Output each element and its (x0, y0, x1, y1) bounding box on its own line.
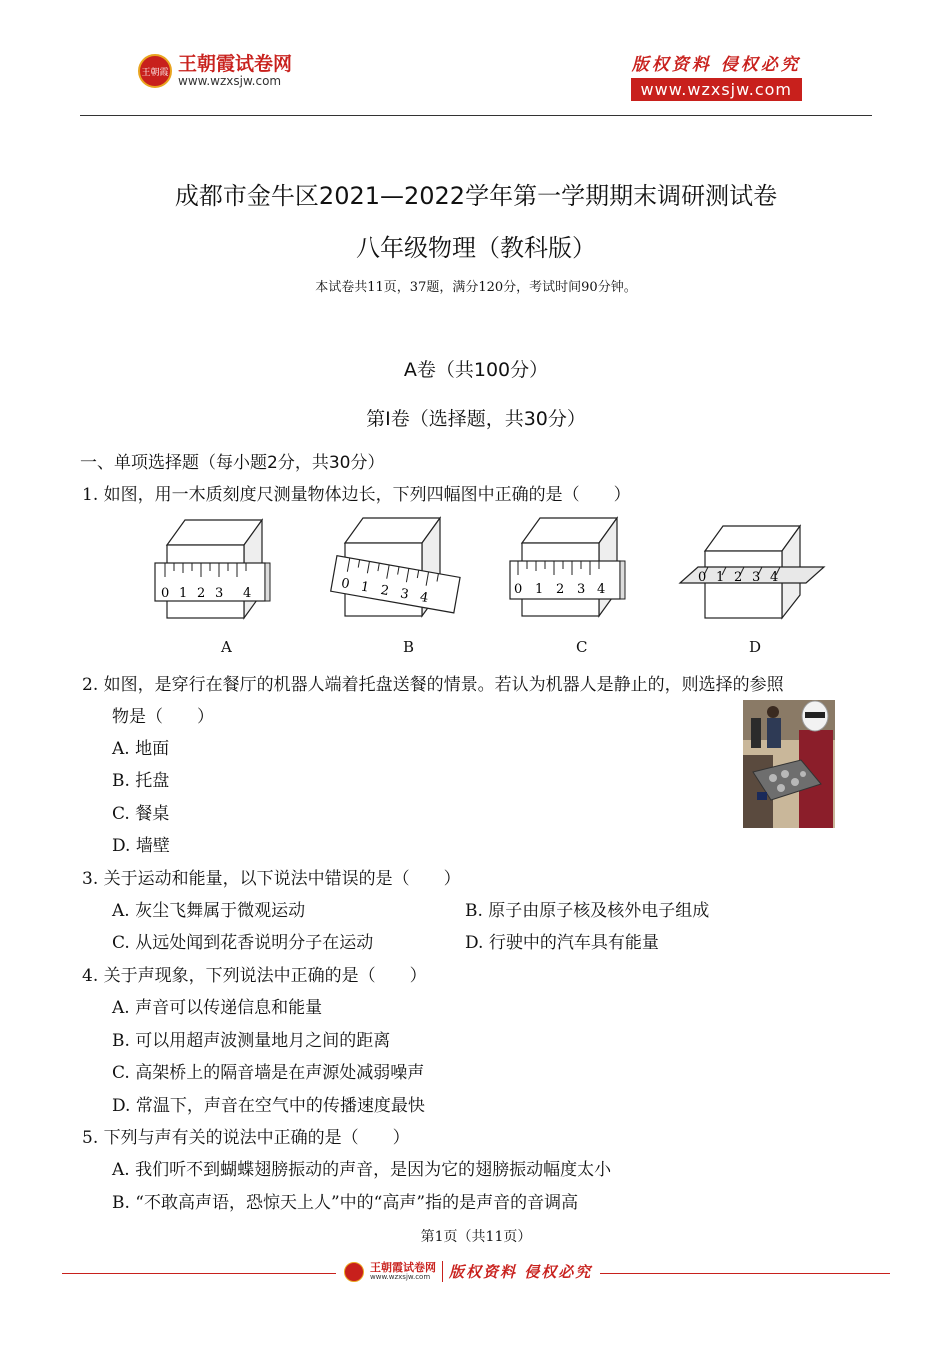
fig-d-tick-4: 4 (770, 570, 779, 585)
footer-brand-url: www.wzxsjw.com (370, 1273, 431, 1281)
figure-label-a: A (221, 638, 232, 656)
figure-b (331, 518, 460, 616)
exam-info: 本试卷共11页，37题，满分120分，考试时间90分钟。 (315, 280, 637, 295)
fig-b-tick-0: 0 (339, 575, 351, 593)
q3-option-c: C. 从远处闻到花香说明分子在运动 (112, 933, 374, 953)
question-5-stem: 5. 下列与声有关的说法中正确的是（ ） (82, 1128, 410, 1148)
figure-a (155, 520, 270, 618)
fig-a-tick-3: 3 (215, 586, 224, 601)
q2-option-c: C. 餐桌 (112, 804, 170, 824)
header-divider (80, 115, 872, 116)
q4-option-a: A. 声音可以传递信息和能量 (112, 998, 323, 1018)
q3-option-d: D. 行驶中的汽车具有能量 (465, 933, 659, 953)
stamp-text: 版权资料 侵权必究 (631, 55, 801, 75)
fig-c-tick-4: 4 (597, 582, 606, 597)
fig-b-tick-1: 1 (359, 579, 371, 596)
figure-label-d: D (749, 638, 762, 656)
footer-seal (344, 1262, 364, 1282)
q2-option-a: A. 地面 (112, 739, 170, 759)
fig-a-tick-0: 0 (161, 586, 170, 601)
fig-b-tick-4: 4 (418, 589, 430, 607)
fig-b-tick-2: 2 (379, 582, 391, 600)
ruler-figures (150, 515, 850, 627)
question-4-stem: 4. 关于声现象，下列说法中正确的是（ ） (82, 966, 427, 986)
fig-d-tick-1: 1 (716, 570, 725, 585)
question-3-stem: 3. 关于运动和能量，以下说法中错误的是（ ） (82, 869, 461, 889)
q3-option-a: A. 灰尘飞舞属于微观运动 (112, 901, 306, 921)
question-2-stem-cont: 物是（ ） (112, 707, 214, 727)
figure-d (680, 526, 824, 618)
footer-stamp: 版权资料 侵权必究 (442, 1261, 592, 1282)
fig-b-tick-3: 3 (399, 586, 410, 603)
fig-a-tick-2: 2 (197, 586, 206, 601)
q4-option-c: C. 高架桥上的隔音墙是在声源处减弱噪声 (112, 1063, 425, 1083)
brand-url: www.wzxsjw.com (178, 73, 282, 88)
brand-seal: 王朝霞 (138, 54, 172, 88)
exam-title: 成都市金牛区2021—2022学年第一学期期末调研测试卷 (174, 182, 778, 210)
question-1-stem: 1. 如图，用一木质刻度尺测量物体边长，下列四幅图中正确的是（ ） (82, 485, 631, 505)
fig-d-tick-2: 2 (734, 570, 743, 585)
brand-logo (138, 54, 292, 88)
robot-photo (743, 700, 835, 828)
fig-d-tick-0: 0 (698, 570, 707, 585)
section-heading: 一、单项选择题（每小题2分，共30分） (80, 453, 385, 473)
q3-option-b: B. 原子由原子核及核外电子组成 (465, 901, 710, 921)
fig-a-tick-4: 4 (243, 586, 252, 601)
fig-c-tick-2: 2 (556, 582, 565, 597)
q5-option-a: A. 我们听不到蝴蝶翅膀振动的声音，是因为它的翅膀振动幅度太小 (112, 1160, 612, 1180)
brand-name: 王朝霞试卷网 (178, 53, 293, 75)
figure-label-b: B (403, 638, 415, 656)
copyright-stamp (631, 50, 802, 101)
figure-c (510, 518, 625, 616)
fig-c-tick-0: 0 (514, 582, 523, 597)
part-a-heading: A卷（共100分） (403, 359, 549, 381)
fig-a-tick-1: 1 (179, 586, 188, 601)
exam-subtitle: 八年级物理（教科版） (356, 234, 596, 262)
page-number: 第1页（共11页） (420, 1229, 532, 1245)
q5-option-b: B. “不敢高声语，恐惊天上人”中的“高声”指的是声音的音调高 (112, 1193, 579, 1213)
fig-c-tick-1: 1 (535, 582, 544, 597)
fig-d-tick-3: 3 (752, 570, 761, 585)
footer-brand (336, 1261, 600, 1282)
fig-c-tick-3: 3 (577, 582, 586, 597)
footer-brand-name: 王朝霞试卷网 (370, 1261, 436, 1274)
q4-option-b: B. 可以用超声波测量地月之间的距离 (112, 1031, 391, 1051)
question-2-stem: 2. 如图，是穿行在餐厅的机器人端着托盘送餐的情景。若认为机器人是静止的，则选择的参照 (82, 675, 784, 695)
q2-option-b: B. 托盘 (112, 771, 170, 791)
q4-option-d: D. 常温下，声音在空气中的传播速度最快 (112, 1096, 425, 1116)
stamp-url: www.wzxsjw.com (631, 78, 802, 101)
volume-heading: 第Ⅰ卷（选择题，共30分） (366, 408, 586, 430)
q2-option-d: D. 墙壁 (112, 836, 170, 856)
figure-label-c: C (576, 638, 588, 656)
